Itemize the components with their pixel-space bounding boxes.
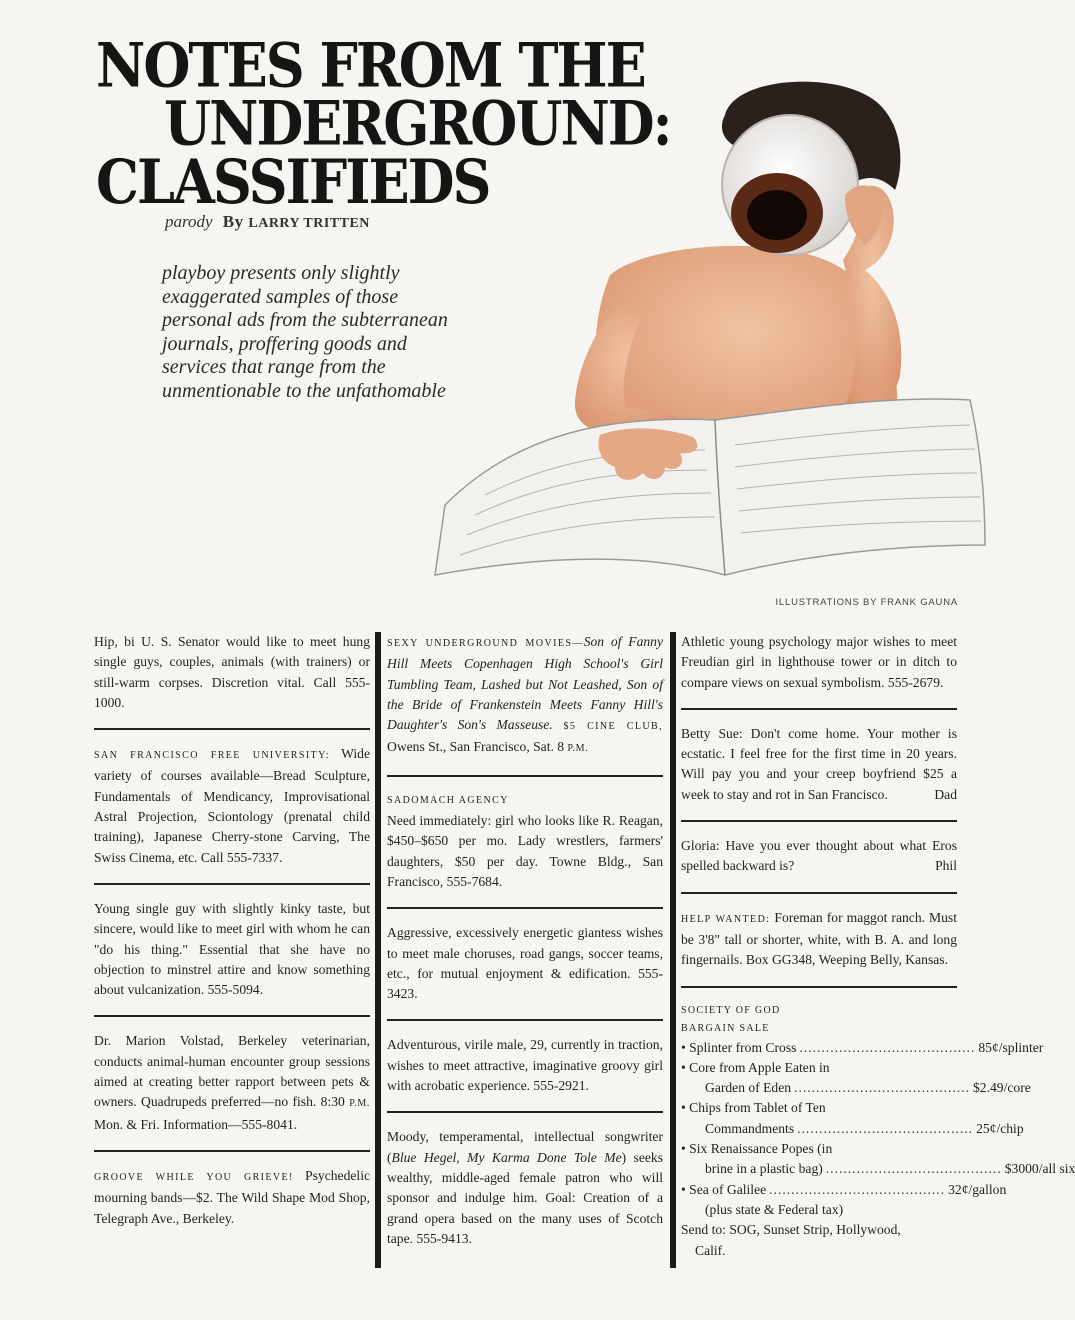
classified-ad: Adventurous, virile male, 29, currently in traction, wishes to meet attractive, imaginative groovy girl with acrobatic experience. 555-2921. <box>387 1019 663 1096</box>
column-divider <box>670 632 676 1268</box>
illustration <box>425 75 995 595</box>
ad-signature: Phil <box>935 858 957 874</box>
dek-line: unmentionable to the unfathomable <box>162 379 446 402</box>
sale-item: • Sea of Galilee ........................................ 32¢/gallon <box>681 1181 1007 1197</box>
bargain-sale-ad <box>681 986 1075 1261</box>
classified-ad: Young single guy with slightly kinky taste, but sincere, would like to meet girl with whom he can "do his thing." Essential that she have no objection to minstrel attire and know something about vulcanization. 555-5094. <box>94 883 370 1000</box>
classified-ad: SADOMACH AGENCY Need immediately: girl who looks like R. Reagan, $450–$650 per mo. Lady wrestlers, farmers' daughters, $50 per day. Towne Bldg., San Francisco, 555-7684. <box>387 775 663 892</box>
sale-note: (plus state & Federal tax) <box>705 1201 844 1217</box>
sale-item: • Chips from Tablet of Ten <box>681 1100 826 1116</box>
newspaper <box>435 399 985 575</box>
ad-signature: Dad <box>934 786 957 802</box>
sale-item: • Core from Apple Eaten in <box>681 1059 830 1075</box>
sale-heading: BARGAIN SALE <box>681 1022 770 1034</box>
dek-line: exaggerated samples of those <box>162 285 399 308</box>
classifieds-column-3 <box>681 632 1075 1261</box>
send-to: Calif. <box>695 1242 726 1258</box>
classified-ad: Athletic young psychology major wishes to meet Freudian girl in lighthouse tower or in ditch to compare views on sexual symbolism. 555-2679. <box>681 634 957 690</box>
headline-line-2: UNDERGROUND: <box>164 87 671 160</box>
sale-item: Commandments ........................................ 25¢/chip <box>705 1120 1024 1136</box>
classified-ad: HELP WANTED: Foreman for maggot ranch. Must be 3'8" tall or shorter, white, with B. A. and long fingernails. Box GG348, Weeping Belly, Kansas. <box>681 892 957 971</box>
classified-ad: SEXY UNDERGROUND MOVIES—Son of Fanny Hill Meets Copenhagen High School's Girl Tumbling Team, Lashed but Not Leashed, Son of the Bride of Frankenstein Meets Fanny Hill's Daughter's Son's Masseuse. $5 CINE CLUB, Owens St., San Francisco, Sat. 8 P.M. <box>387 634 663 755</box>
classified-ad: Moody, temperamental, intellectual songwriter (Blue Hegel, My Karma Done Tole Me) seeks wealthy, middle-aged female patron who will sponsor and indulge him. Goal: Creation of a grand opera based on the many uses of Scotch tape. 555-9413. <box>387 1111 663 1249</box>
dek-line: journals, proffering goods and <box>162 332 407 355</box>
headline-line-1: NOTES FROM THE <box>96 29 645 101</box>
byline <box>165 212 370 232</box>
sale-item: brine in a plastic bag) ........................................ $3000/all six <box>705 1161 1075 1177</box>
dek-line: playboy presents only slightly <box>162 262 400 284</box>
byline-kind: parody <box>165 212 213 231</box>
column-divider <box>375 632 381 1268</box>
classifieds-column-1 <box>94 632 370 1229</box>
classifieds-column-2 <box>387 632 663 1249</box>
classified-ad: SAN FRANCISCO FREE UNIVERSITY: Wide variety of courses available—Bread Sculpture, Fundamentals of Mendicancy, Improvisational Astral Projection, Sciontology (prenatal child training), Japanese Cherry-stone Carving, The Swiss Cinema, etc. Call 555-7337. <box>94 728 370 868</box>
classified-ad: Gloria: Have you ever thought about what Eros spelled backward is? Phil <box>681 820 957 877</box>
classified-ad: Aggressive, excessively energetic giantess wishes to meet male choruses, road gangs, soccer teams, etc., for mutual enjoyment & edification. 555-3423. <box>387 907 663 1004</box>
sale-item: Garden of Eden ........................................ $2.49/core <box>705 1080 1031 1096</box>
classified-ad: GROOVE WHILE YOU GRIEVE! Psychedelic mourning bands—$2. The Wild Shape Mod Shop, Telegraph Ave., Berkeley. <box>94 1150 370 1229</box>
headline-line-3: CLASSIFIEDS <box>96 145 490 218</box>
sale-item: • Six Renaissance Popes (in <box>681 1141 833 1157</box>
eyeball-pupil <box>747 190 807 240</box>
byline-author: By LARRY TRITTEN <box>222 212 370 231</box>
classified-ad: Hip, bi U. S. Senator would like to meet hung single guys, couples, animals (with trainers) or still-warm corpses. Discretion vital. Call 555-1000. <box>94 634 370 710</box>
classified-ad: Betty Sue: Don't come home. Your mother is ecstatic. I feel free for the first time in 20 years. Will pay you and your creep boyfriend $25 a week to stay and rot in San Francisco. Dad <box>681 708 957 805</box>
dek-line: personal ads from the subterranean <box>162 309 448 331</box>
sale-heading: SOCIETY OF GOD <box>681 1004 781 1016</box>
sale-item: • Splinter from Cross ........................................ 85¢/splinter <box>681 1039 1044 1055</box>
send-to: Send to: SOG, Sunset Strip, Hollywood, <box>681 1222 901 1238</box>
classified-ad: Dr. Marion Volstad, Berkeley veterinarian, conducts animal-human encounter group sessions aimed at creating better rapport between pets & owners. Quadrupeds preferred—no fish. 8:30 P.M. Mon. & Fri. Information—555-8041. <box>94 1015 370 1134</box>
dek-line: services that range from the <box>162 356 386 378</box>
illustration-credit: ILLUSTRATIONS BY FRANK GAUNA <box>775 597 958 608</box>
